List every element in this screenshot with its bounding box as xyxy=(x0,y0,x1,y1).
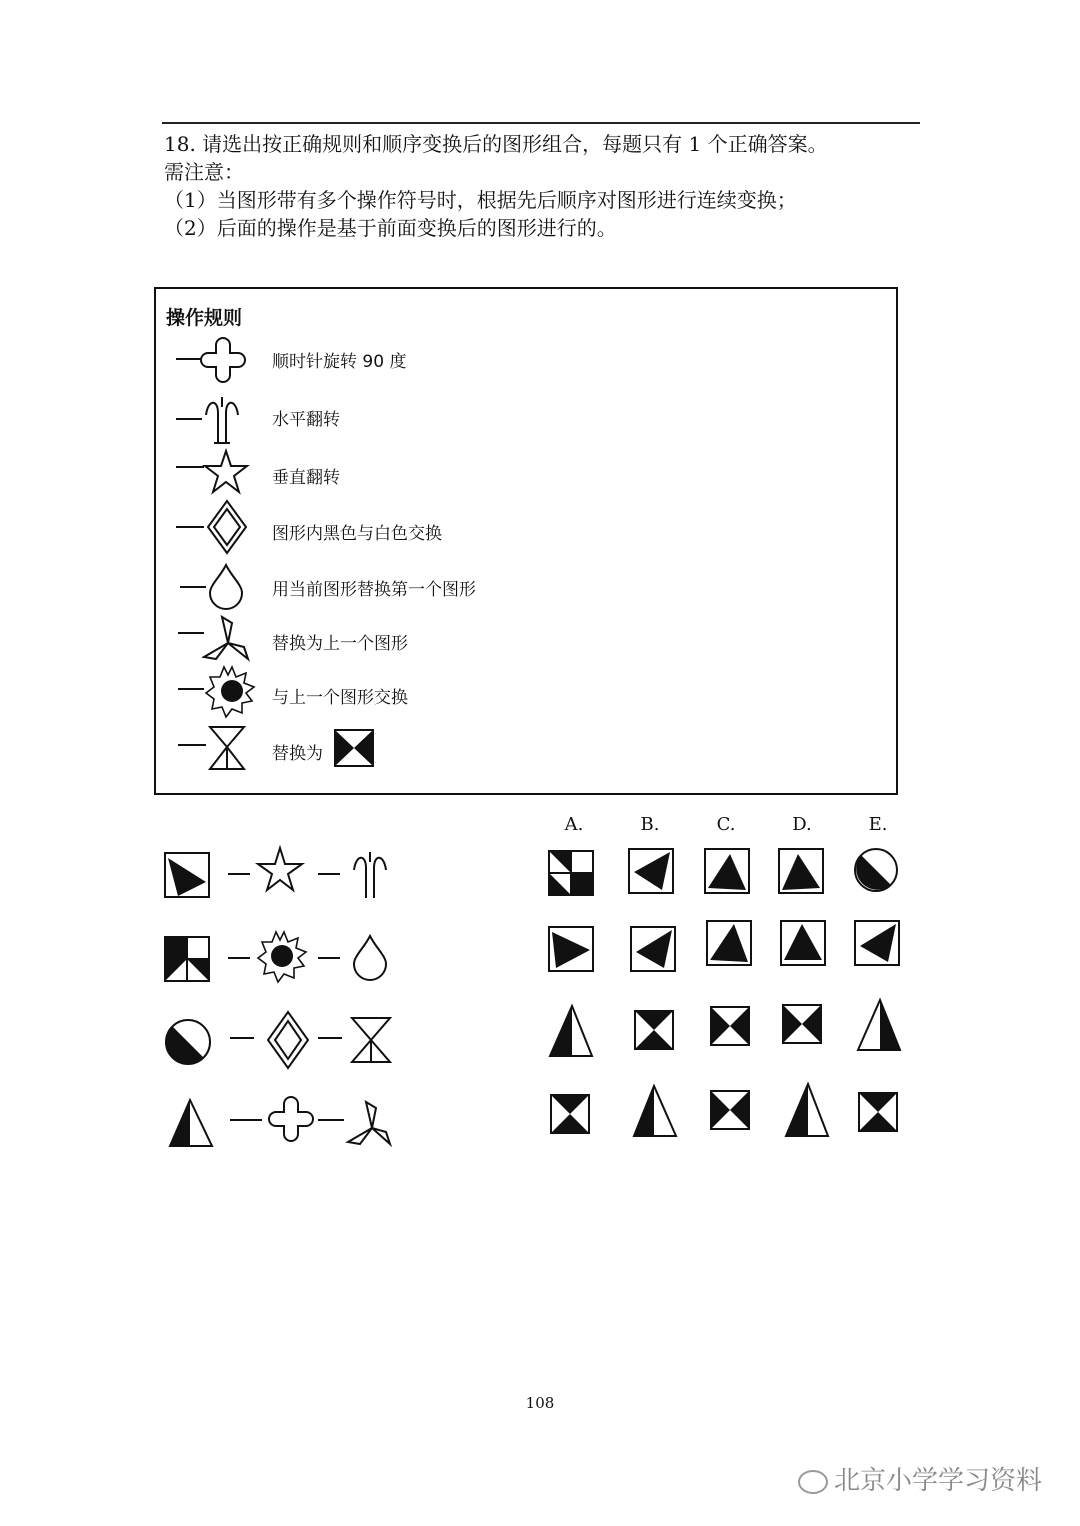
rule-text-5: 用当前图形替换第一个图形 xyxy=(272,580,476,600)
row1-start-figure xyxy=(164,852,212,900)
r1-option-a[interactable] xyxy=(548,850,596,898)
option-label-c: C. xyxy=(716,814,736,835)
question-line-3: （1）当图形带有多个操作符号时，根据先后顺序对图形进行连续变换； xyxy=(164,188,797,212)
rule-text-2: 水平翻转 xyxy=(272,410,340,430)
r2-option-d[interactable] xyxy=(780,920,828,968)
r2-option-a[interactable] xyxy=(548,926,596,974)
question-line-1: 18. 请选出按正确规则和顺序变换后的图形组合，每题只有 1 个正确答案。 xyxy=(164,132,828,156)
sun-icon xyxy=(174,665,254,719)
option-label-b: B. xyxy=(640,814,660,835)
r3-option-e[interactable] xyxy=(856,998,904,1052)
watermark-text: 北京小学学习资料 xyxy=(833,1466,1042,1496)
rules-box xyxy=(154,287,898,795)
r4-option-d[interactable] xyxy=(784,1082,832,1138)
header-rule xyxy=(162,122,920,124)
r3-option-b[interactable] xyxy=(634,1010,678,1054)
r4-option-b[interactable] xyxy=(632,1084,680,1138)
row1-operators xyxy=(226,844,406,904)
star-icon xyxy=(258,848,302,890)
r3-option-a[interactable] xyxy=(548,1004,596,1058)
row3-operators xyxy=(226,1008,406,1070)
r3-option-d[interactable] xyxy=(782,1004,826,1048)
r1-option-d[interactable] xyxy=(778,848,826,896)
r2-option-b[interactable] xyxy=(630,926,678,974)
rule-text-6: 替换为上一个图形 xyxy=(272,634,408,654)
row4-operators xyxy=(226,1094,406,1150)
triple-triangle-icon xyxy=(174,723,254,775)
hourglass-square-icon xyxy=(334,729,376,769)
row2-start-figure xyxy=(164,936,212,984)
question-line-4: （2）后面的操作是基于前面变换后的图形进行的。 xyxy=(164,216,617,240)
r4-option-e[interactable] xyxy=(858,1092,902,1136)
rule-text-7: 与上一个图形交换 xyxy=(272,688,408,708)
row2-operators xyxy=(226,928,406,988)
clover-cross-icon xyxy=(174,337,254,385)
chat-bubble-icon xyxy=(798,1470,828,1494)
rule-text-1: 顺时针旋转 90 度 xyxy=(272,352,407,372)
r4-option-a[interactable] xyxy=(550,1094,594,1138)
r1-option-b[interactable] xyxy=(628,848,676,896)
droplet-icon xyxy=(174,561,254,611)
page-number: 108 xyxy=(525,1394,555,1412)
pinwheel-icon xyxy=(174,613,254,663)
clover-cross-icon xyxy=(269,1097,313,1141)
option-label-a: A. xyxy=(564,814,584,835)
r4-option-c[interactable] xyxy=(710,1090,754,1134)
row4-start-figure xyxy=(166,1098,218,1150)
row3-start-figure xyxy=(164,1018,214,1068)
r2-option-e[interactable] xyxy=(854,920,902,968)
option-label-e: E. xyxy=(868,814,888,835)
diamond-icon xyxy=(174,499,254,557)
question-line-2: 需注意： xyxy=(164,160,244,184)
watermark xyxy=(798,1460,1042,1497)
option-label-d: D. xyxy=(792,814,812,835)
rule-text-4: 图形内黑色与白色交换 xyxy=(272,524,442,544)
rules-title: 操作规则 xyxy=(166,307,243,329)
rule-text-8: 替换为 xyxy=(272,744,323,764)
fountain-icon xyxy=(354,852,386,898)
r1-option-c[interactable] xyxy=(704,848,752,896)
r3-option-c[interactable] xyxy=(710,1006,754,1050)
r2-option-c[interactable] xyxy=(706,920,754,968)
star-icon xyxy=(174,449,254,499)
rule-text-3: 垂直翻转 xyxy=(272,468,340,488)
fountain-icon xyxy=(174,393,254,445)
r1-option-e[interactable] xyxy=(854,848,902,896)
droplet-icon xyxy=(354,936,386,980)
